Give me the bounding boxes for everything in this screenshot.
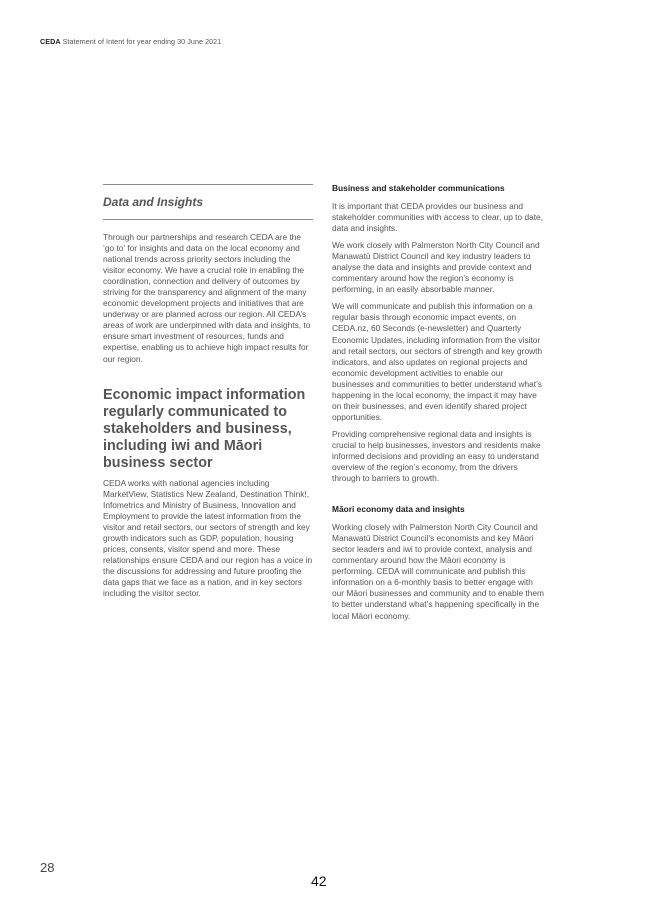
running-header bbox=[40, 37, 221, 46]
maori-economy-heading: Māori economy data and insights bbox=[332, 504, 465, 515]
business-communications-heading: Business and stakeholder communications bbox=[332, 183, 505, 193]
section-bottom-rule bbox=[103, 219, 313, 220]
communications-paragraph-4: Providing comprehensive regional data and insights is crucial to help businesses, investors and residents make informed decisions and providing an easy to understand overview of the region’s economy, from the drivers through to barriers to growth. bbox=[332, 428, 541, 484]
right-column bbox=[332, 183, 545, 628]
viewer-page-number: 42 bbox=[311, 873, 327, 889]
section-top-rule bbox=[103, 184, 313, 185]
left-column bbox=[103, 184, 313, 599]
economic-impact-heading: Economic impact information regularly communicated to stakeholders and business, including iwi and Māori business sector bbox=[103, 386, 306, 472]
communications-paragraph-3: We will communicate and publish this information on a regular basis through economic impact events, on CEDA.nz, 60 Seconds (e-newsletter) and Quarterly Economic Updates, including information from the visitor and retail sectors, our sectors of strength and key growth indicators, and also updates on regional projects and economic development activities to enable our businesses and communities to better understand what’s happening in the local economy, the impact it may have on their businesses, and even identify shared project opportunities. bbox=[332, 301, 543, 422]
communications-paragraph-1: It is important that CEDA provides our business and stakeholder communities with access to clear, up to date, data and insights. bbox=[332, 201, 544, 234]
section-title: Data and Insights bbox=[103, 195, 204, 209]
header-subtitle: Statement of Intent for year ending 30 June 2021 bbox=[62, 37, 222, 46]
intro-paragraph: Through our partnerships and research CEDA are the ‘go to’ for insights and data on the local economy and national trends across priority sectors including the visitor economy. We have a crucial role in enabling the coordination, connection and delivery of outcomes by striving for the transparency and alignment of the many economic development projects and initiatives that are underway or are planned across our region. All CEDA’s areas of work are underpinned with data and insights, to ensure smart investment of resources, funds and expertise, enabling us to achieve high impact results for our region. bbox=[103, 232, 311, 364]
economic-impact-paragraph: CEDA works with national agencies including MarketView, Statistics New Zealand, Destination Think!, Infometrics and Ministry of Business, Innovation and Employment to provide the latest information from the visitor and retail sectors, our sectors of strength and key growth indicators such as GDP, population, housing prices, consents, visitor spend and more. These relationships ensure CEDA and our region has a voice in the discussions for addressing and future proofing the data gaps that we face as a nation, and in key sectors including the visitor sector. bbox=[103, 477, 313, 599]
document-page-number: 28 bbox=[40, 860, 55, 875]
communications-paragraph-2: We work closely with Palmerston North City Council and Manawatū District Council and key industry leaders to analyse the data and insights and provide context and commentary around how the region’s economy is performing, in an easily absorbable manner. bbox=[332, 240, 540, 295]
maori-economy-paragraph: Working closely with Palmerston North City Council and Manawatū District Council’s economists and key Māori sector leaders and iwi to provide context, analysis and commentary around how the Māori economy is performing. CEDA will communicate and publish this information on a 6-monthly basis to better engage with our Māori businesses and community and to enable them to better understand what’s happening specifically in the local Māori economy. bbox=[332, 522, 544, 621]
header-brand: CEDA bbox=[40, 37, 61, 46]
